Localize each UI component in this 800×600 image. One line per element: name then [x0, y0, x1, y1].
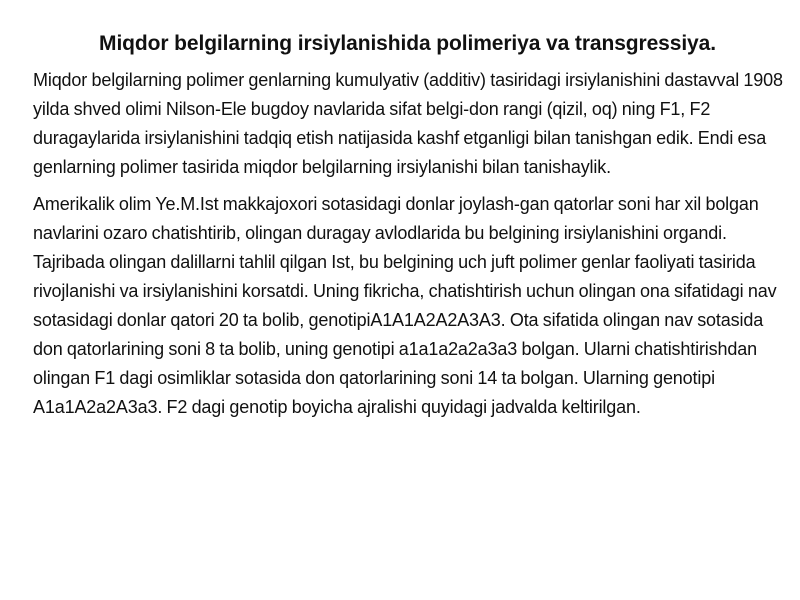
slide-title: Miqdor belgilarning irsiylanishida polimeriya va transgressiya.: [99, 32, 716, 55]
paragraph-intro: Miqdor belgilarning polimer genlarning kumulyativ (additiv) tasiridagi irsiylanishini dastavval 1908 yilda shved olimi Nilson-Ele bugdoy navlarida sifat belgi-don rangi (qizil, oq) ning F1, F2 duragaylarida irsiylanishini tadqiq etish natijasida kashf etganligi bilan tanishgan edik. Endi esa genlarning polimer tasirida miqdor belgilarning irsiylanishi bilan tanishaylik.: [33, 70, 783, 177]
slide-body: [33, 66, 788, 430]
paragraph-experiment: Amerikalik olim Ye.M.Ist makkajoxori sotasidagi donlar joylash-gan qatorlar soni har xil bolgan navlarini ozaro chatishtirib, olingan duragay avlodlarida bu belgining irsiylanishini organdi. Tajribada olingan dalillarni tahlil qilgan Ist, bu belgining uch juft polimer genlar faoliyati tasirida rivojlanishi va irsiylanishini korsatdi. Uning fikricha, chatishtirish uchun olingan ona sifatidagi nav sotasidagi donlar qatori 20 ta bolib, genotipiA1A1A2A2A3A3. Ota sifatida olingan nav sotasida don qatorlarining soni 8 ta bolib, uning genotipi a1a1a2a2a3a3 bolgan. Ularni chatishtirishdan olingan F1 dagi osimliklar sotasida don qatorlarining soni 14 ta bolgan. Ularning genotipi A1a1A2a2A3a3. F2 dagi genotip boyicha ajralishi quyidagi jadvalda keltirilgan.: [33, 194, 777, 417]
